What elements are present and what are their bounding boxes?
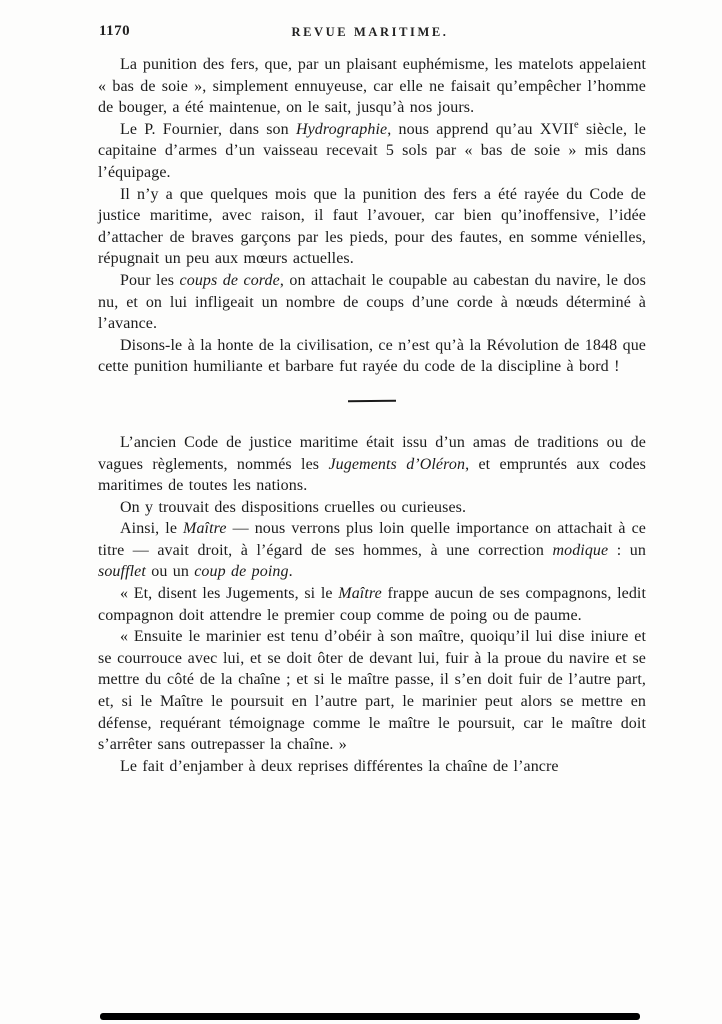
page-body-text xyxy=(98,54,646,777)
text-section-1 xyxy=(98,54,646,378)
body-text-run: Ainsi, le xyxy=(120,520,184,538)
italic-text: coup de poing xyxy=(194,563,289,581)
body-text-run: — nous verrons plus loin quelle importance on attachait à ce titre — avait droit, à l’égard de ses hommes, à une correction xyxy=(98,520,646,559)
body-text-run: , et empruntés aux codes maritimes de toutes les nations. xyxy=(98,455,647,495)
paragraph xyxy=(98,432,646,497)
paragraph xyxy=(98,626,646,756)
body-text-run: La punition des fers, que, par un plaisant euphémisme, les matelots appelaient « bas de soie », simplement ennuyeuse, car elle ne faisait qu’empêcher l’homme de bouger, a été maintenue, on le sait, jusqu’à nos jours. xyxy=(98,56,646,117)
body-text-run: , nous apprend qu’au XVII xyxy=(387,120,574,138)
paragraph xyxy=(98,583,646,626)
body-text-run: . xyxy=(288,563,293,581)
body-text-run: On y trouvait des dispositions cruelles ou curieuses. xyxy=(120,498,467,516)
italic-text: Maître xyxy=(183,520,227,538)
text-section-2 xyxy=(98,432,646,778)
superscript-text: e xyxy=(574,119,579,131)
body-text-run: Pour les xyxy=(120,271,180,289)
italic-text: soufflet xyxy=(98,563,146,581)
paragraph xyxy=(98,497,646,519)
italic-text: modique xyxy=(552,541,609,559)
paragraph xyxy=(98,119,646,184)
body-text-run: « Ensuite le marinier est tenu d’obéir à son maître, quoiqu’il lui dise iniure et se courrouce avec lui, et se doit ôter de devant lui, fuir à la proue du navire et se mettre du côté de la chaîne ; et si le maître passe, il s’en doit fuir de l’autre part, et, si le Maître le poursuit en l’autre part, le marinier peut alors se mettre en défense, requérant témoignage comme le maître le poursuit, car le maître doit s’arrêter sans outrepasser la chaîne. » xyxy=(98,628,646,754)
body-text-run: , on attachait le coupable au cabestan du navire, le dos nu, et on lui infligeait un nombre de coups d’une corde à nœuds déterminé à l’avance. xyxy=(98,271,646,333)
body-text-run: frappe aucun de ses compagnons, ledit compagnon doit attendre le premier coup comme de poing ou de paume. xyxy=(98,585,647,624)
body-text-run: « Et, disent les Jugements, si le xyxy=(120,585,339,603)
body-text-run: Disons-le à la honte de la civilisation, ce n’est qu’à la Révolution de 1848 que cette punition humiliante et barbare fut rayée du code de la discipline à bord ! xyxy=(98,336,646,376)
paragraph xyxy=(98,54,646,119)
paragraph xyxy=(98,518,646,583)
running-head xyxy=(99,23,641,41)
body-text-run: siècle, le capitaine d’armes d’un vaisseau recevait 5 sols par « bas de soie » mis dans l’équipage. xyxy=(98,120,647,181)
body-text-run: L’ancien Code de justice maritime était issu d’un amas de traditions ou de vagues règlements, nommés les xyxy=(98,433,646,473)
section-divider-rule xyxy=(348,400,396,403)
italic-text: Maître xyxy=(338,585,382,603)
italic-text: Hydrographie xyxy=(295,120,388,138)
paragraph xyxy=(98,184,646,270)
scan-artifact-bar xyxy=(100,1013,640,1020)
body-text-run: : un xyxy=(608,541,646,559)
body-text-run: Le fait d’enjamber à deux reprises différentes la chaîne de l’ancre xyxy=(120,757,559,775)
italic-text: coups de corde xyxy=(179,271,280,289)
italic-text: Jugements d’Oléron xyxy=(328,455,466,473)
body-text-run: ou un xyxy=(145,563,195,581)
paragraph xyxy=(98,756,646,778)
paragraph xyxy=(98,335,646,378)
paragraph xyxy=(98,270,646,335)
journal-title: REVUE MARITIME. xyxy=(291,25,449,39)
body-text-run: Il n’y a que quelques mois que la punition des fers a été rayée du Code de justice maritime, avec raison, il faut l’avouer, car bien qu’inoffensive, l’idée d’attacher de braves garçons par les pieds, pour des fautes, en somme vénielles, répugnait un peu aux mœurs actuelles. xyxy=(98,185,646,268)
body-text-run: Le P. Fournier, dans son xyxy=(120,120,296,138)
page-number: 1170 xyxy=(99,23,131,39)
